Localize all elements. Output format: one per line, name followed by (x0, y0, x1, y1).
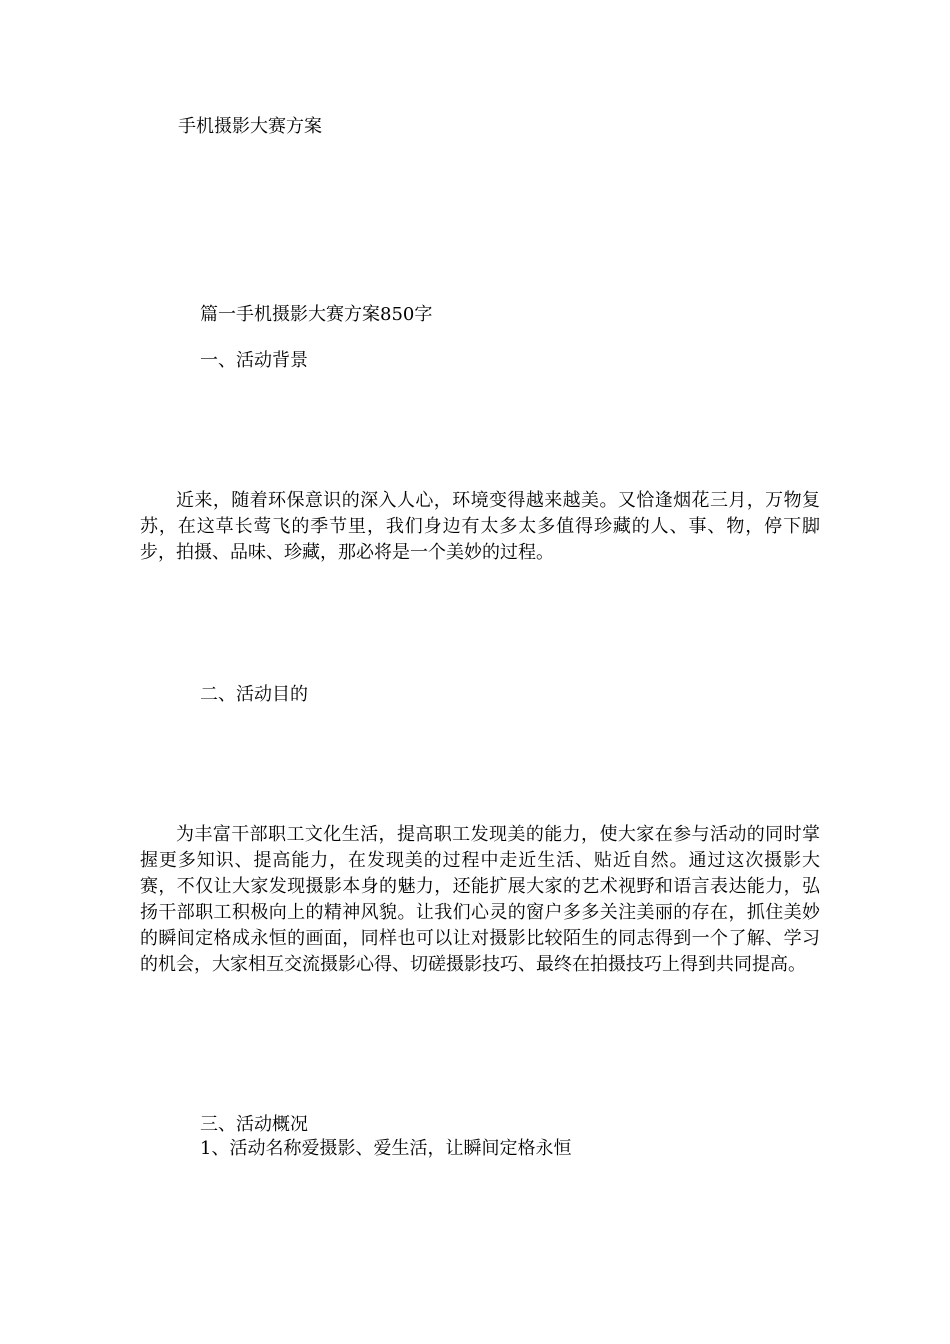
section-heading-background: 一、活动背景 (200, 350, 308, 371)
section-paragraph-purpose: 为丰富干部职工文化生活，提高职工发现美的能力，使大家在参与活动的同时掌握更多知识、提高能力，在发现美的过程中走近生活、贴近自然。通过这次摄影大赛，不仅让大家发现摄影本身的魅力，还能扩展大家的艺术视野和语言表达能力，弘扬干部职工积极向上的精神风貌。让我们心灵的窗户多多关注美丽的存在，抓住美妙的瞬间定格成永恒的画面，同样也可以让对摄影比较陌生的同志得到一个了解、学习的机会，大家相互交流摄影心得、切磋摄影技巧、最终在拍摄技巧上得到共同提高。 (140, 824, 820, 975)
section-heading-purpose: 二、活动目的 (200, 684, 308, 705)
section-paragraph-background: 近来，随着环保意识的深入人心，环境变得越来越美。又恰逢烟花三月，万物复苏，在这草长莺飞的季节里，我们身边有太多太多值得珍藏的人、事、物，停下脚步，拍摄、品味、珍藏，那必将是一个美妙的过程。 (140, 490, 820, 563)
section-heading-overview: 三、活动概况 (200, 1114, 308, 1135)
document-title: 手机摄影大赛方案 (178, 116, 322, 137)
document-subtitle: 篇一手机摄影大赛方案850字 (200, 304, 433, 325)
overview-item-1: 1、活动名称爱摄影、爱生活，让瞬间定格永恒 (200, 1138, 572, 1159)
